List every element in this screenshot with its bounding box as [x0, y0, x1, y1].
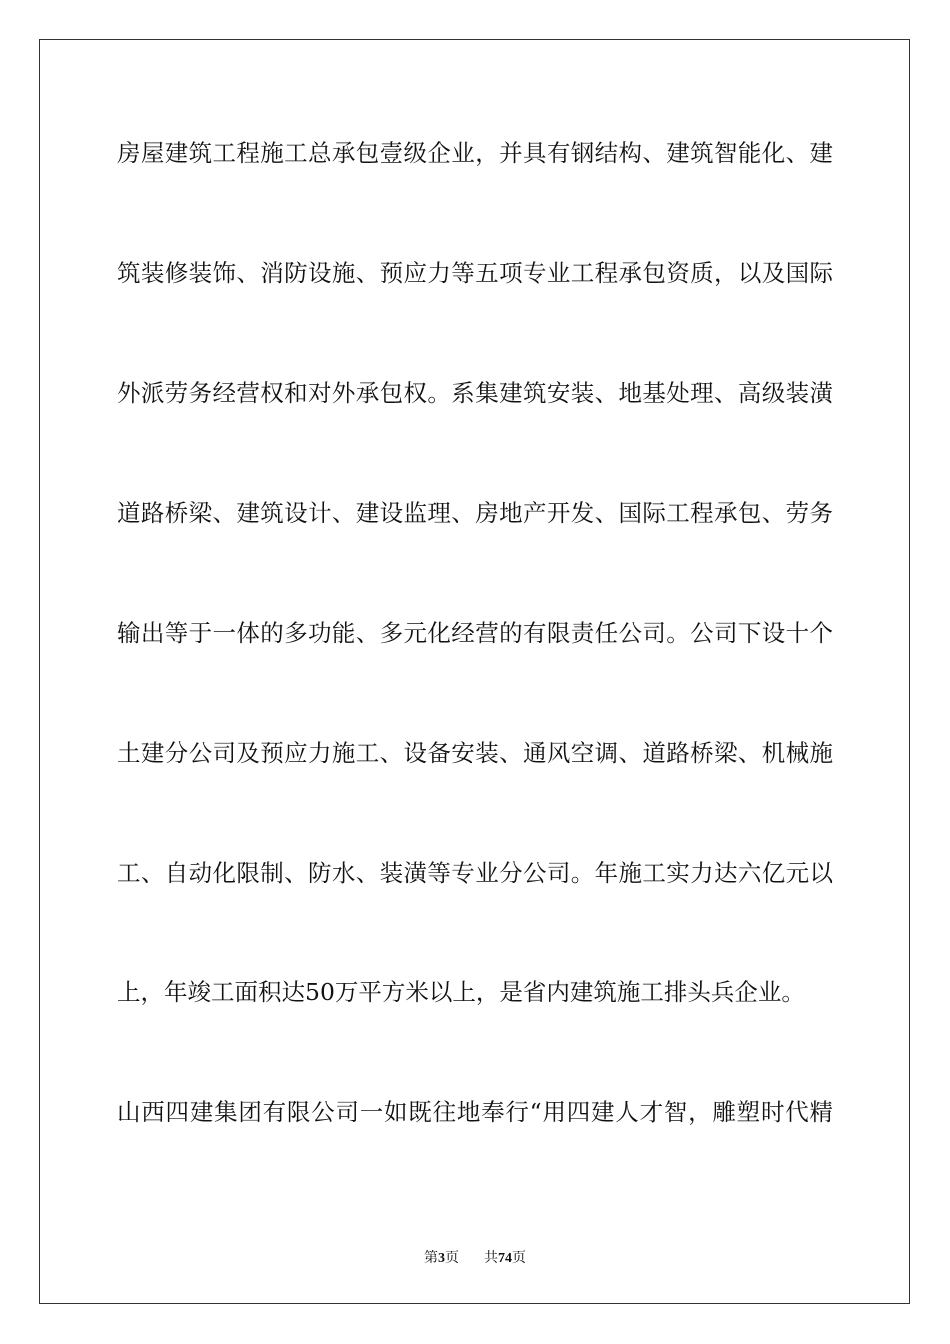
- text-line-2: 筑装修装饰、消防设施、预应力等五项专业工程承包资质，以及国际: [117, 259, 833, 287]
- text-line-5: 输出等于一体的多功能、多元化经营的有限责任公司。公司下设十个: [117, 619, 833, 647]
- text-line-9: 山西四建集团有限公司一如既往地奉行“用四建人才智，雕塑时代精: [117, 1098, 833, 1126]
- text-line-4: 道路桥梁、建筑设计、建设监理、房地产开发、国际工程承包、劳务: [117, 499, 833, 527]
- total-prefix: 共: [483, 1250, 498, 1266]
- total-suffix: 页: [511, 1250, 526, 1266]
- text-line-8: 上，年竣工面积达50万平方米以上，是省内建筑施工排头兵企业。: [117, 978, 805, 1006]
- page-number: 3: [438, 1251, 446, 1266]
- page-suffix: 页: [445, 1250, 460, 1266]
- text-line-1: 房屋建筑工程施工总承包壹级企业，并具有钢结构、建筑智能化、建: [117, 139, 833, 167]
- page-prefix: 第: [424, 1250, 439, 1266]
- text-line-6: 土建分公司及预应力施工、设备安装、通风空调、道路桥梁、机械施: [117, 739, 833, 767]
- total-pages: 74: [497, 1251, 512, 1266]
- text-line-3: 外派劳务经营权和对外承包权。系集建筑安装、地基处理、高级装潢: [117, 379, 833, 407]
- page-footer: [0, 1249, 950, 1268]
- text-line-7: 工、自动化限制、防水、装潢等专业分公司。年施工实力达六亿元以: [117, 859, 833, 887]
